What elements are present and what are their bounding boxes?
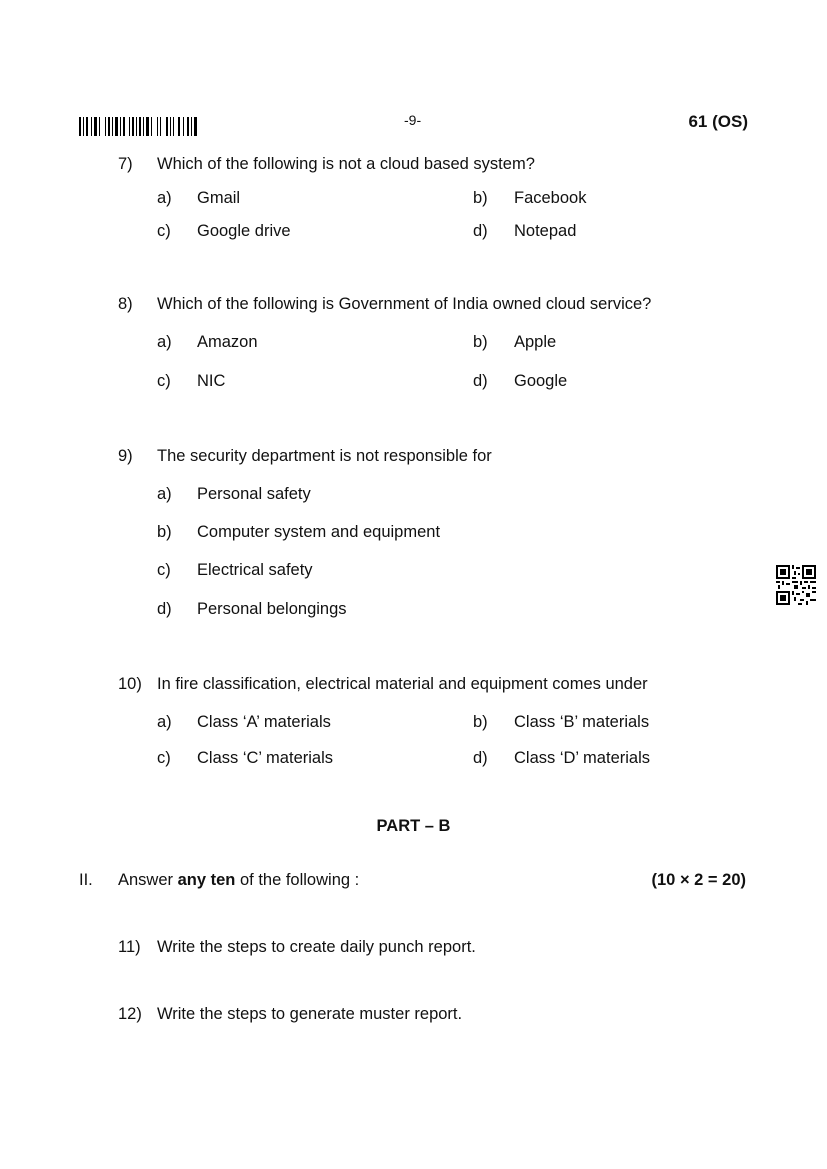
option-text: Class ‘D’ materials: [514, 749, 650, 767]
option-label: a): [157, 333, 172, 351]
option-label: a): [157, 189, 172, 207]
option-text: Notepad: [514, 222, 577, 240]
page-number: -9-: [404, 112, 422, 128]
option-text: Apple: [514, 333, 557, 351]
option-label: b): [157, 523, 172, 541]
option-label: b): [473, 713, 488, 731]
question-text: The security department is not responsible for: [157, 447, 492, 465]
option-label: c): [157, 561, 171, 579]
option-text: Class ‘C’ materials: [197, 749, 333, 767]
question-text: Write the steps to create daily punch report.: [157, 938, 476, 956]
option-label: d): [473, 749, 488, 767]
question-text: Which of the following is not a cloud based system?: [157, 155, 535, 173]
part-b-title: PART – B: [376, 817, 451, 835]
question-text: Write the steps to generate muster report.: [157, 1005, 463, 1023]
question-number: 8): [118, 295, 133, 313]
option-text: Personal belongings: [197, 600, 347, 618]
option-text: Google: [514, 372, 568, 390]
option-label: d): [157, 600, 172, 618]
option-text: Facebook: [514, 189, 587, 207]
option-text: Class ‘B’ materials: [514, 713, 650, 731]
instruction-emphasis: any ten: [177, 871, 236, 889]
question-text: Which of the following is Government of India owned cloud service?: [157, 295, 652, 313]
section-marks: (10 × 2 = 20): [651, 871, 746, 889]
paper-code: 61 (OS): [688, 112, 748, 131]
section-number: II.: [79, 871, 93, 889]
question-number: 7): [118, 155, 133, 173]
option-label: d): [473, 372, 488, 390]
instruction-prefix: Answer: [118, 871, 178, 889]
option-text: Electrical safety: [197, 561, 313, 579]
barcode-image: [79, 117, 197, 136]
option-label: b): [473, 333, 488, 351]
option-label: d): [473, 222, 488, 240]
option-text: Gmail: [197, 189, 241, 207]
option-label: b): [473, 189, 488, 207]
question-number: 12): [118, 1005, 142, 1023]
option-label: a): [157, 713, 172, 731]
section-instruction: [118, 871, 359, 890]
option-text: Computer system and equipment: [197, 523, 441, 541]
option-label: a): [157, 485, 172, 503]
qr-code-image: [776, 565, 816, 605]
question-number: 9): [118, 447, 133, 465]
question-number: 10): [118, 675, 142, 693]
option-text: Personal safety: [197, 485, 311, 503]
option-text: Amazon: [197, 333, 258, 351]
option-label: c): [157, 749, 171, 767]
option-text: Class ‘A’ materials: [197, 713, 331, 731]
option-text: NIC: [197, 372, 226, 390]
option-label: c): [157, 222, 171, 240]
question-text: In fire classification, electrical material and equipment comes under: [157, 675, 648, 693]
option-label: c): [157, 372, 171, 390]
option-text: Google drive: [197, 222, 291, 240]
instruction-suffix: of the following :: [235, 871, 360, 889]
question-number: 11): [118, 938, 141, 956]
